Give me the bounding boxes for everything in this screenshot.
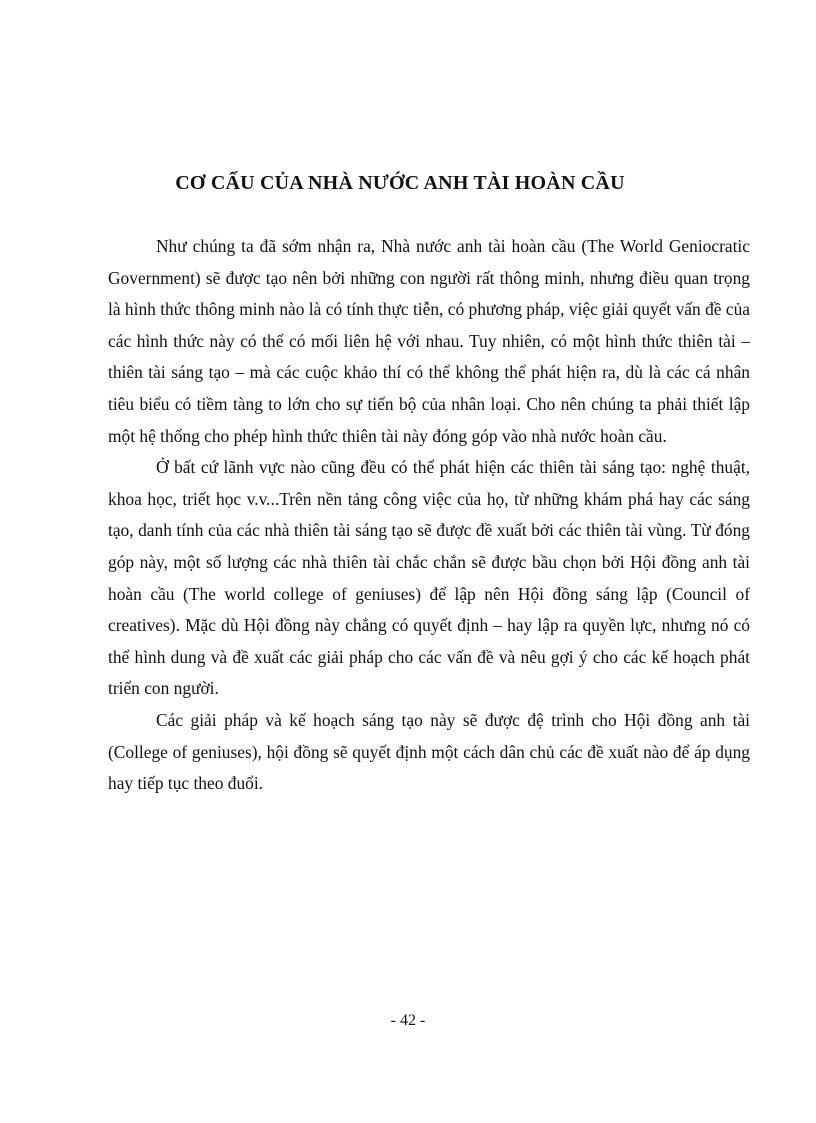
paragraph-2: Ở bất cứ lãnh vực nào cũng đều có thể phát hiện các thiên tài sáng tạo: nghệ thuật, khoa học, triết học v.v...Trên nền tảng công việc của họ, từ những khám phá hay các sáng tạo, danh tính của các nhà thiên tài sáng tạo sẽ được đề xuất bởi các thiên tài vùng. Từ đóng góp này, một số lượng các nhà thiên tài chắc chắn sẽ được bầu chọn bởi Hội đồng anh tài hoàn cầu (The world college of geniuses) để lập nên Hội đồng sáng lập (Council of creatives). Mặc dù Hội đồng này chẳng có quyết định – hay lập ra quyền lực, nhưng nó có thể hình dung và đề xuất các giải pháp cho các vấn đề và nêu gợi ý cho các kế hoạch phát triển con người. xyxy=(108,457,750,699)
paragraph-3: Các giải pháp và kế hoạch sáng tạo này sẽ được đệ trình cho Hội đồng anh tài (College of geniuses), hội đồng sẽ quyết định một cách dân chủ các đề xuất nào để áp dụng hay tiếp tục theo đuổi. xyxy=(108,709,750,794)
page-number: - 42 - xyxy=(390,1012,426,1029)
page-title: CƠ CẤU CỦA NHÀ NƯỚC ANH TÀI HOÀN CẦU xyxy=(175,172,625,194)
paragraph-1: Như chúng ta đã sớm nhận ra, Nhà nước anh tài hoàn cầu (The World Geniocratic Government) sẽ được tạo nên bởi những con người rất thông minh, nhưng điều quan trọng là hình thức thông minh nào là có tính thực tiễn, có phương pháp, việc giải quyết vấn đề của các hình thức này có thể có mối liên hệ với nhau. Tuy nhiên, có một hình thức thiên tài – thiên tài sáng tạo – mà các cuộc khảo thí có thể không thể phát hiện ra, dù là các cá nhân tiêu biểu có tiềm tàng to lớn cho sự tiến bộ của nhân loại. Cho nên chúng ta phải thiết lập một hệ thống cho phép hình thức thiên tài này đóng góp vào nhà nước hoàn cầu. xyxy=(108,236,750,446)
body-text xyxy=(108,231,750,800)
